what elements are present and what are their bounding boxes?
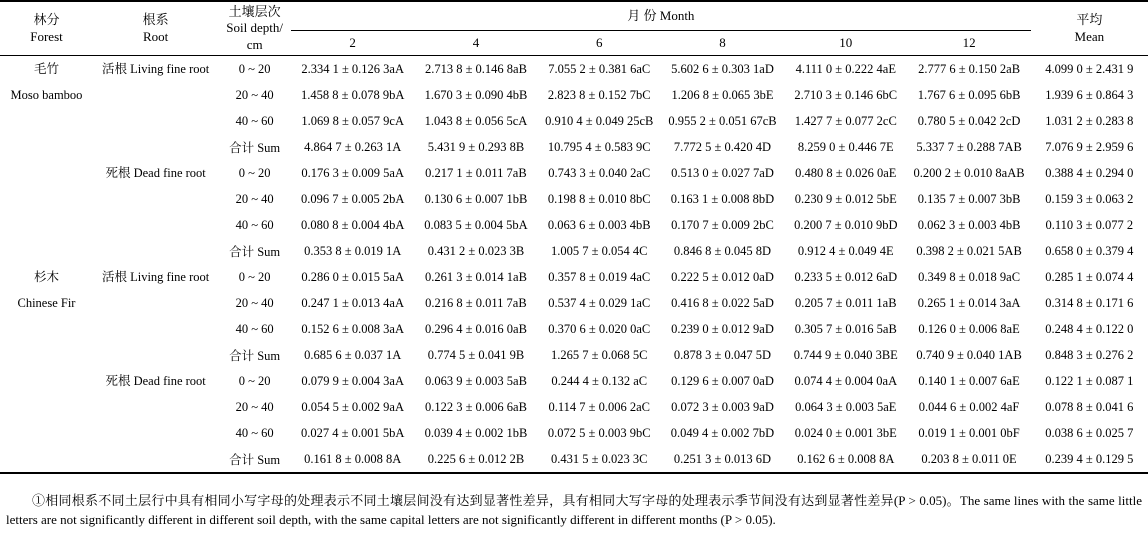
month-value-cell: 0.027 4 ± 0.001 5bA [300,425,405,440]
month-value-cell: 0.063 6 ± 0.003 4bB [547,217,651,232]
soil-depth-cell: 40 ~ 60 [235,113,274,128]
month-value-cell: 2.713 8 ± 0.146 8aB [424,61,527,76]
month-value-cell: 0.416 8 ± 0.022 5aD [671,295,774,310]
mean-value-cell: 0.110 3 ± 0.077 2 [1045,217,1134,232]
soil-depth-cell: 合计 Sum [229,349,281,363]
month-value-cell: 2.710 3 ± 0.146 6bC [794,87,898,102]
month-value-cell: 0.480 8 ± 0.026 0aE [795,165,897,180]
month-value-cell: 0.079 9 ± 0.004 3aA [301,373,404,388]
forest-name-cn: 毛竹 [33,62,59,76]
month-value-cell: 5.431 9 ± 0.293 8B [427,139,525,154]
header-soil-depth-en: Soil depth/ [226,20,283,36]
month-value-cell: 0.176 3 ± 0.009 5aA [301,165,404,180]
mean-value-cell: 7.076 9 ± 2.959 6 [1045,139,1134,154]
month-value-cell: 0.846 8 ± 0.045 8D [673,243,772,258]
mean-value-cell: 0.658 0 ± 0.379 4 [1045,243,1134,258]
month-value-cell: 4.864 7 ± 0.263 1A [304,139,402,154]
mean-value-cell: 0.848 3 ± 0.276 2 [1045,347,1134,362]
header-mean [1031,1,1148,56]
root-type-cell: 死根 Dead fine root [105,374,206,388]
header-soil-depth [218,1,291,56]
month-value-cell: 0.019 1 ± 0.001 0bF [918,425,1020,440]
mean-value-cell: 0.248 4 ± 0.122 0 [1045,321,1134,336]
month-value-cell: 0.431 2 ± 0.023 3B [427,243,525,258]
month-value-cell: 0.286 0 ± 0.015 5aA [301,269,404,284]
month-value-cell: 1.206 8 ± 0.065 3bE [671,87,774,102]
month-value-cell: 0.222 5 ± 0.012 0aD [671,269,774,284]
month-value-cell: 4.111 0 ± 0.222 4aE [795,61,896,76]
month-value-cell: 0.161 8 ± 0.008 8A [304,451,402,466]
month-value-cell: 0.063 9 ± 0.003 5aB [424,373,527,388]
month-value-cell: 0.114 7 ± 0.006 2aC [548,399,650,414]
month-value-cell: 0.878 3 ± 0.047 5D [673,347,772,362]
month-value-cell: 0.744 9 ± 0.040 3BE [793,347,898,362]
month-value-cell: 0.024 0 ± 0.001 3bE [794,425,897,440]
month-value-cell: 0.054 5 ± 0.002 9aA [301,399,404,414]
month-value-cell: 2.823 8 ± 0.152 7bC [547,87,651,102]
month-value-cell: 0.126 0 ± 0.006 8aE [918,321,1020,336]
root-type-cell: 死根 Dead fine root [105,166,206,180]
month-value-cell: 0.130 6 ± 0.007 1bB [424,191,528,206]
month-value-cell: 5.337 7 ± 0.288 7AB [916,139,1022,154]
month-value-cell: 0.200 7 ± 0.010 9bD [794,217,898,232]
table-row [0,264,1148,290]
month-value-cell: 1.767 6 ± 0.095 6bB [917,87,1021,102]
month-value-cell: 0.239 0 ± 0.012 9aD [671,321,774,336]
month-value-cell: 2.777 6 ± 0.150 2aB [918,61,1021,76]
header-root-en: Root [142,28,169,44]
month-value-cell: 0.080 8 ± 0.004 4bA [300,217,405,232]
header-root [93,1,218,56]
soil-depth-cell: 合计 Sum [229,245,281,259]
header-month-2: 2 [291,31,414,56]
month-value-cell: 0.261 3 ± 0.014 1aB [424,269,527,284]
month-value-cell: 0.513 0 ± 0.027 7aD [671,165,774,180]
month-value-cell: 0.740 9 ± 0.040 1AB [916,347,1022,362]
root-type-cell: 活根 Living fine root [101,62,210,76]
month-value-cell: 1.670 3 ± 0.090 4bB [424,87,528,102]
month-value-cell: 7.055 2 ± 0.381 6aC [548,61,651,76]
mean-value-cell: 0.159 3 ± 0.063 2 [1045,191,1134,206]
forest-name-en: Chinese Fir [17,296,76,310]
month-value-cell: 0.247 1 ± 0.013 4aA [301,295,404,310]
mean-value-cell: 0.314 8 ± 0.171 6 [1045,295,1134,310]
month-value-cell: 0.072 5 ± 0.003 9bC [547,425,651,440]
month-value-cell: 0.074 4 ± 0.004 0aA [794,373,898,388]
month-value-cell: 0.357 8 ± 0.019 4aC [548,269,651,284]
month-value-cell: 0.205 7 ± 0.011 1aB [795,295,897,310]
month-value-cell: 0.955 2 ± 0.051 67cB [668,113,777,128]
month-value-cell: 0.685 6 ± 0.037 1A [304,347,402,362]
month-value-cell: 0.216 8 ± 0.011 7aB [425,295,527,310]
month-value-cell: 1.043 8 ± 0.056 5cA [424,113,528,128]
mean-value-cell: 0.285 1 ± 0.074 4 [1045,269,1134,284]
month-value-cell: 0.296 4 ± 0.016 0aB [424,321,527,336]
mean-value-cell: 0.122 1 ± 0.087 1 [1045,373,1134,388]
month-value-cell: 0.096 7 ± 0.005 2bA [300,191,405,206]
soil-depth-cell: 0 ~ 20 [238,269,271,284]
month-value-cell: 0.200 2 ± 0.010 8aAB [913,165,1025,180]
month-value-cell: 0.198 8 ± 0.010 8bC [547,191,651,206]
month-value-cell: 0.370 6 ± 0.020 0aC [548,321,651,336]
table-row [0,160,1148,186]
month-value-cell: 0.251 3 ± 0.013 6D [673,451,772,466]
header-month-6: 6 [538,31,661,56]
soil-depth-cell: 20 ~ 40 [235,399,274,414]
month-value-cell: 0.049 4 ± 0.002 7bD [670,425,775,440]
month-value-cell: 5.602 6 ± 0.303 1aD [671,61,774,76]
month-value-cell: 7.772 5 ± 0.420 4D [673,139,772,154]
month-value-cell: 0.122 3 ± 0.006 6aB [424,399,527,414]
month-value-cell: 0.039 4 ± 0.002 1bB [424,425,528,440]
mean-value-cell: 1.939 6 ± 0.864 3 [1045,87,1134,102]
mean-value-cell: 0.038 6 ± 0.025 7 [1045,425,1134,440]
month-value-cell: 0.062 3 ± 0.003 4bB [917,217,1021,232]
mean-value-cell: 4.099 0 ± 2.431 9 [1045,61,1134,76]
table-header [0,1,1148,56]
month-value-cell: 1.069 8 ± 0.057 9cA [301,113,404,128]
forest-name-cn: 杉木 [33,270,59,284]
month-value-cell: 1.005 7 ± 0.054 4C [550,243,648,258]
month-value-cell: 0.203 8 ± 0.011 0E [921,451,1017,466]
forest-cell [0,56,93,265]
month-value-cell: 0.129 6 ± 0.007 0aD [671,373,774,388]
month-value-cell: 0.044 6 ± 0.002 4aF [918,399,1020,414]
header-root-cn: 根系 [142,12,169,28]
soil-depth-cell: 40 ~ 60 [235,321,274,336]
header-mean-en: Mean [1074,28,1105,44]
soil-depth-cell: 合计 Sum [229,453,281,467]
month-value-cell: 0.774 5 ± 0.041 9B [427,347,525,362]
mean-value-cell: 1.031 2 ± 0.283 8 [1045,113,1134,128]
month-value-cell: 0.912 4 ± 0.049 4E [797,243,894,258]
table-footnote: ①相同根系不同土层行中具有相同小写字母的处理表示不同土壤层间没有达到显著性差异，具有相同大写字母的处理表示季节间没有达到显著性差异(P > 0.05)。The same lines with the same little letters are not significantly different in different soil depth, with the same capital letters are not significantly different in different months (P > 0.05). [6,493,1142,527]
forest-cell [0,264,93,473]
month-value-cell: 0.537 4 ± 0.029 1aC [548,295,651,310]
month-value-cell: 2.334 1 ± 0.126 3aA [301,61,404,76]
soil-depth-cell: 20 ~ 40 [235,87,274,102]
month-value-cell: 0.083 5 ± 0.004 5bA [424,217,528,232]
header-soil-depth-unit: cm [246,36,263,52]
soil-depth-cell: 20 ~ 40 [235,295,274,310]
header-soil-depth-cn: 土壤层次 [228,4,281,20]
month-value-cell: 0.152 6 ± 0.008 3aA [301,321,404,336]
month-value-cell: 0.072 3 ± 0.003 9aD [671,399,774,414]
mean-value-cell: 0.239 4 ± 0.129 5 [1045,451,1134,466]
header-month-4: 4 [414,31,537,56]
soil-depth-cell: 40 ~ 60 [235,425,274,440]
month-value-cell: 0.305 7 ± 0.016 5aB [794,321,897,336]
month-value-cell: 0.230 9 ± 0.012 5bE [794,191,897,206]
month-value-cell: 10.795 4 ± 0.583 9C [547,139,651,154]
month-value-cell: 0.743 3 ± 0.040 2aC [548,165,651,180]
month-value-cell: 0.163 1 ± 0.008 8bD [670,191,775,206]
month-value-cell: 1.458 8 ± 0.078 9bA [300,87,405,102]
header-mean-cn: 平均 [1076,12,1103,28]
table-body [0,56,1148,474]
header-forest-en: Forest [30,28,63,44]
month-value-cell: 0.349 8 ± 0.018 9aC [918,269,1021,284]
month-value-cell: 0.910 4 ± 0.049 25cB [545,113,654,128]
month-value-cell: 0.233 5 ± 0.012 6aD [794,269,898,284]
root-type-cell: 活根 Living fine root [101,270,210,284]
table-row [0,368,1148,394]
month-value-cell: 0.170 7 ± 0.009 2bC [671,217,774,232]
month-value-cell: 0.353 8 ± 0.019 1A [304,243,402,258]
month-value-cell: 8.259 0 ± 0.446 7E [797,139,894,154]
header-row-main [0,1,1148,31]
header-forest-cn: 林分 [33,12,60,28]
month-value-cell: 0.244 4 ± 0.132 aC [551,373,648,388]
soil-depth-cell: 合计 Sum [229,141,281,155]
month-value-cell: 1.265 7 ± 0.068 5C [550,347,648,362]
header-forest [0,1,93,56]
mean-value-cell: 0.078 8 ± 0.041 6 [1045,399,1134,414]
month-value-cell: 0.398 2 ± 0.021 5AB [916,243,1022,258]
header-month-12: 12 [907,31,1030,56]
soil-depth-cell: 20 ~ 40 [235,191,274,206]
soil-depth-cell: 0 ~ 20 [238,61,271,76]
month-value-cell: 0.225 6 ± 0.012 2B [427,451,525,466]
mean-value-cell: 0.388 4 ± 0.294 0 [1045,165,1134,180]
month-value-cell: 0.162 6 ± 0.008 8A [797,451,895,466]
month-value-cell: 0.217 1 ± 0.011 7aB [425,165,527,180]
month-value-cell: 0.265 1 ± 0.014 3aA [917,295,1021,310]
month-value-cell: 1.427 7 ± 0.077 2cC [794,113,897,128]
table-row [0,56,1148,83]
month-value-cell: 0.780 5 ± 0.042 2cD [917,113,1021,128]
month-value-cell: 0.140 1 ± 0.007 6aE [918,373,1020,388]
header-month-8: 8 [661,31,784,56]
soil-depth-cell: 0 ~ 20 [238,373,271,388]
month-value-cell: 0.064 3 ± 0.003 5aE [795,399,897,414]
forest-name-en: Moso bamboo [10,88,83,102]
month-value-cell: 0.431 5 ± 0.023 3C [550,451,648,466]
soil-depth-cell: 0 ~ 20 [238,165,271,180]
header-month-10: 10 [784,31,907,56]
header-month-spanner: 月 份 Month [291,1,1031,31]
soil-depth-cell: 40 ~ 60 [235,217,274,232]
month-value-cell: 0.135 7 ± 0.007 3bB [917,191,1021,206]
